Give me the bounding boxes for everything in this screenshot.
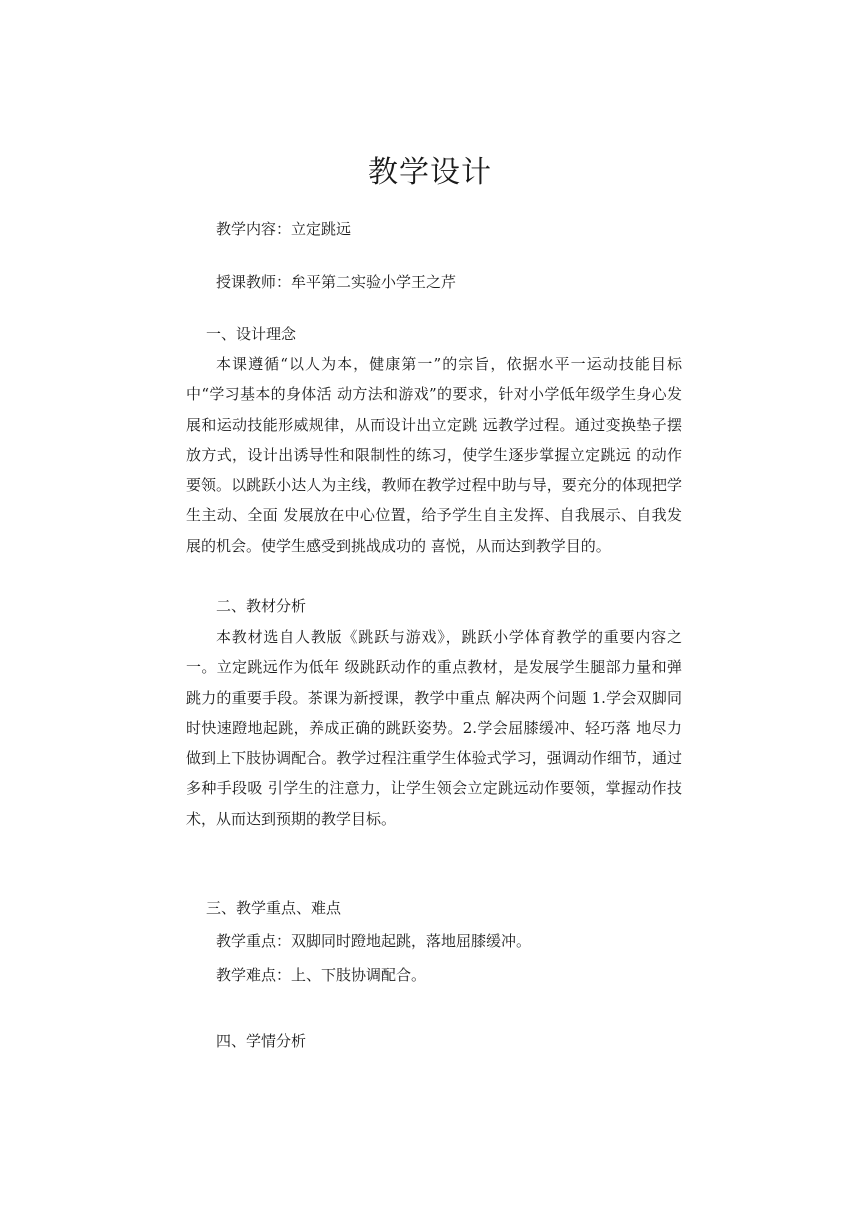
- section-heading-material-analysis: 二、教材分析: [216, 597, 307, 615]
- teaching-content-line: 教学内容：立定跳远: [216, 220, 352, 238]
- section-body-design-concept: 本课遵循“以人为本，健康第一”的宗旨，依据水平一运动技能目标中“学习基本的身体活 动方法和游戏”的要求，针对小学低年级学生身心发展和运动技能形威规律，从而设计出立定跳 远教学过程。通过变换垫子摆放方式，设计出诱导性和限制性的练习，使学生逐步掌握立定跳远 的动作要领。以跳跃小达人为主线，教师在教学过程中助与导，要充分的体现把学生主动、全面 发展放在中心位置，给予学生自主发挥、自我展示、自我发展的机会。使学生感受到挑战成功的 喜悦，从而达到教学目的。: [186, 355, 682, 555]
- section-body-material-analysis: 本教材选自人教版《跳跃与游戏》，跳跃小学体育教学的重要内容之一。立定跳远作为低年 级跳跃动作的重点教材，是发展学生腿部力量和弹跳力的重要手段。茶课为新授课，教学中重点 解决两个问题 1.学会双脚同时快速蹬地起跳，养成正确的跳跃姿势。2.学会屈膝缓冲、轻巧落 地尽力做到上下肢协调配合。教学过程注重学生体验式学习，强调动作细节，通过多种手段吸 引学生的注意力，让学生领会立定跳远动作要领，掌握动作技术，从而达到预期的教学目标。: [186, 628, 682, 828]
- section-heading-key-points: 三、教学重点、难点: [206, 899, 342, 917]
- difficulty-line: 教学难点：上、下肢协调配合。: [216, 966, 427, 984]
- teacher-line: 授课教师：牟平第二实验小学王之芹: [216, 273, 457, 291]
- document-title: 教学设计: [368, 155, 492, 190]
- key-point-line: 教学重点：双脚同时蹬地起跳，落地屈膝缓冲。: [216, 932, 532, 950]
- section-heading-student-analysis: 四、学情分析: [216, 1032, 307, 1050]
- section-heading-design-concept: 一、设计理念: [206, 325, 297, 343]
